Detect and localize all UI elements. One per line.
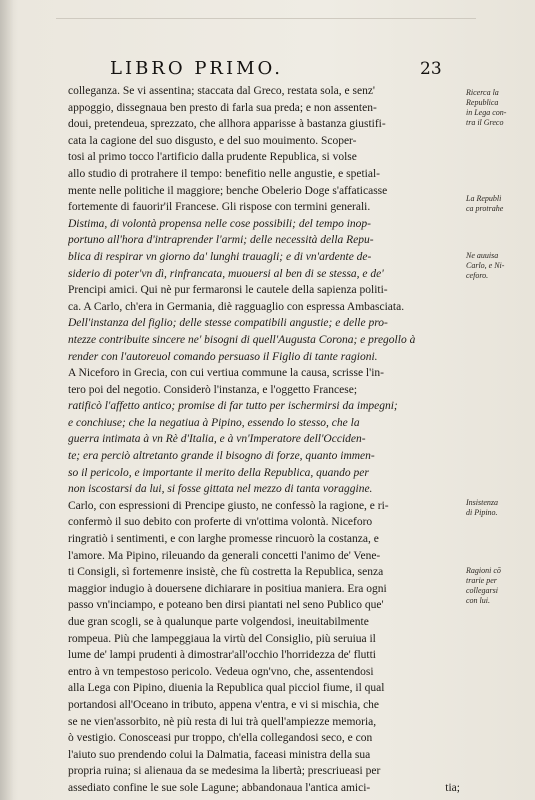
margin-note-line: tra il Greco (466, 118, 504, 127)
text-line: ratificò l'affetto antico; promise di far tutto per ischermirsi da impegni; (68, 400, 398, 413)
margin-note (466, 251, 532, 281)
text-line: Prencipi amici. Qui nè pur fermaronsi le cautele della sapienza politi- (68, 284, 388, 297)
page-number: 23 (420, 59, 442, 79)
text-line: l'aiuto suo prendendo colui la Dalmatia, faceasi ministra della sua (68, 748, 371, 761)
text-line: Distima, di volontà propensa nelle cose possibili; del tempo inop- (68, 217, 372, 230)
text-line: render con l'autoreuol comando persuaso il Figlio di tante ragioni. (68, 350, 378, 363)
text-line: rompeua. Più che lampeggiaua la virtù del Consiglio, più seruiua il (68, 632, 376, 645)
text-line: ti Consigli, sì fortemenre insistè, che fù costretta la Republica, senza (68, 566, 384, 579)
margin-note-line: Ricerca la (466, 88, 499, 97)
text-line: doui, pretendeua, sprezzato, che allhora apparisse à bastanza giustifi- (68, 118, 386, 131)
text-line: alla Lega con Pipino, diuenia la Republica qual picciol fiume, il qual (68, 682, 385, 695)
margin-note-line: Ne auuisa (466, 251, 499, 260)
text-line: entro à vn tempestoso pericolo. Vedeua ogn'vno, che, assentendosi (68, 665, 374, 678)
margin-note (466, 498, 532, 518)
text-line: ò vestigio. Conosceasi pur troppo, ch'ella collegandosi seco, e con (68, 732, 373, 745)
text-line: assediato confine le sue sole Lagune; abbandonaua l'antica amici- tia; (68, 780, 460, 797)
text-line: Carlo, con espressioni di Prencipe giusto, ne confessò la ragione, e ri- (68, 499, 389, 512)
text-line: ntezze contribuite sincere ne' bisogni di quell'Augusta Corona; e pregollo à (68, 333, 416, 346)
text-line: non iscostarsi da lui, si fosse gittata nel mezzo di tanta voraggine. (68, 483, 373, 496)
text-line: due gran scogli, se à qualunque parte volgendosi, ineuitabilmente (68, 616, 369, 628)
text-line: tero poi del negotio. Considerò l'instanza, e l'oggetto Francese; (68, 383, 358, 396)
text-line: colleganza. Se vi assentina; staccata dal Greco, restata sola, e senz' (68, 85, 376, 97)
text-line: e conchiuse; che la negatiua à Pipino, essendo lo stesso, che la (68, 416, 360, 429)
top-edge-rule (56, 18, 476, 19)
text-line: portandosi all'Oceano in tributo, appena v'entra, e vi si mischia, che (68, 698, 380, 711)
margin-note (466, 88, 532, 128)
margin-note-line: La Republi (466, 194, 502, 203)
text-line: ca. A Carlo, ch'era in Germania, diè ragguaglio con espressa Ambasciata. (68, 300, 405, 313)
text-line: blica di respirar vn giorno da' lunghi trauagli; e di vn'ardente de- (68, 250, 372, 263)
text-line: propria ruina; si alienaua da se medesima la libertà; prescriueasi per (68, 765, 381, 778)
text-line: Dell'instanza del figlio; delle stesse compatibili angustie; e delle pro- (68, 317, 388, 330)
text-line: tosi al primo tocco l'artificio dalla prudente Republica, si volse (68, 151, 357, 164)
text-line: maggior indugio à douersene dichiarare in positiua maniera. Era ogni (68, 582, 387, 595)
text-line: so il pericolo, e importante il merito della Republica, quando per (68, 466, 369, 479)
margin-note-line: con lui. (466, 596, 490, 605)
text-line: lume de' lampi prudenti à dimostrar'all'occhio l'horridezza de' flutti (68, 649, 376, 662)
text-line: portuno all'hora d'intraprender l'armi; delle necessità della Repu- (68, 234, 374, 247)
margin-note-line: Insistenza (466, 498, 498, 507)
text-line: ringratiò i sentimenti, e con larghe promesse rincuorò la costanza, e (68, 533, 379, 546)
margin-note-line: Ragioni cō (466, 566, 501, 575)
body-text (68, 83, 460, 797)
margin-note-line: ceforo. (466, 271, 489, 280)
catchword: tia; (445, 781, 460, 794)
text-line: allo studio di protrahere il tempo: benefitio nelle angustie, e spetial- (68, 167, 381, 180)
margin-note-line: Carlo, e Ni- (466, 261, 505, 270)
text-line: confermò il suo debito con proferte di vn'ottima volontà. Niceforo (68, 516, 373, 529)
text-line: mente nelle politiche il maggiore; benche Obelerio Doge s'affaticasse (68, 184, 388, 197)
text-line: A Niceforo in Grecia, con cui vertiua commune la causa, scrisse l'in- (68, 367, 384, 380)
margin-note-line: trarie per (466, 576, 497, 585)
text-line: l'amore. Ma Pipino, rileuando da generali concetti l'animo de' Vene- (68, 549, 381, 562)
text-line: te; era perciò altretanto grande il bisogno di forze, quanto immen- (68, 450, 375, 463)
text-line: se ne vien'assorbito, nè più resta di lui trà quell'ampiezze memoria, (68, 715, 377, 728)
margin-note-line: in Lega con- (466, 108, 507, 117)
margin-note-line: di Pipino. (466, 508, 498, 517)
margin-note-line: ca protrahe (466, 204, 504, 213)
text-line: passo vn'inciampo, e poteano ben dirsi piantati nel seno Publico que' (68, 599, 384, 612)
text-line: cata la cagione del suo disgusto, e del suo mouimento. Scoper- (68, 134, 357, 147)
margin-note (466, 194, 532, 214)
margin-note (466, 566, 532, 606)
running-title: LIBRO PRIMO. (110, 58, 283, 79)
margin-note-line: Republica (466, 98, 499, 107)
text-line: fortemente di fauorir'il Francese. Gli rispose con termini generali. (68, 201, 371, 214)
text-line: siderio di poter'vn dì, rinfrancata, muouersi al ben di se stessa, e de' (68, 267, 384, 280)
margin-note-line: collegarsi (466, 586, 498, 595)
text-line: guerra intimata à vn Rè d'Italia, e à vn'Imperatore dell'Occiden- (68, 433, 366, 446)
text-line: appoggio, dissegnaua ben presto di farla sua preda; e non assenten- (68, 101, 377, 114)
gutter-shadow (0, 0, 14, 800)
